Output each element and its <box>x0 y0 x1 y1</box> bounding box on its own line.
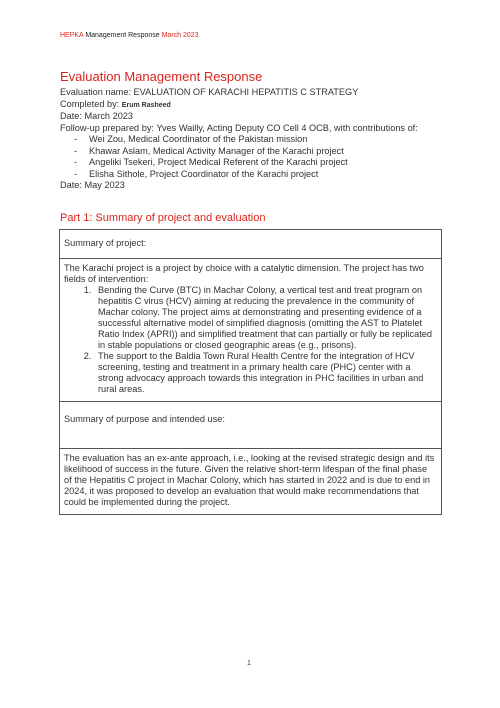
page-number: 1 <box>247 660 251 667</box>
intervention-item: 2. The support to the Baldia Town Rural Health Centre for the integration of HCV screening, testing and treatment in a primary health care (PHC) center with a strong advocacy approach towards this integration in PHC facilities in urban and rural areas. <box>94 351 437 395</box>
purpose-summary-label: Summary of purpose and intended use: <box>60 402 442 449</box>
project-summary-intro: The Karachi project is a project by choice with a catalytic dimension. The project has two fields of intervention: <box>64 263 424 284</box>
date-line-2: Date: May 2023 <box>60 180 125 190</box>
contributor-item: - Wei Zou, Medical Coordinator of the Pakistan mission <box>60 134 444 146</box>
followup-line: Follow-up prepared by: Yves Wailly, Acting Deputy CO Cell 4 OCB, with contributions of: <box>60 122 418 133</box>
completed-by-name: Erum Rasheed <box>121 101 171 109</box>
date-line: Date: March 2023 <box>60 111 134 121</box>
completed-by-label: Completed by: <box>60 98 122 109</box>
summary-table <box>59 229 442 515</box>
project-summary-cell <box>60 259 442 402</box>
intervention-list <box>64 285 437 395</box>
contributor-item: - Khawar Aslam, Medical Activity Manager of the Karachi project <box>60 146 444 158</box>
page-header <box>60 32 199 39</box>
contributor-list <box>60 134 444 180</box>
evaluation-name-label: Evaluation name: <box>60 87 134 97</box>
intervention-item: 1. Bending the Curve (BTC) in Machar Colony, a vertical test and treat program on hepatitis C virus (HCV) aiming at reducing the prevalence in the community of Machar colony. The project aims at demonstrating and presenting evidence of a successful alternative model of simplified diagnosis (omitting the AST to Platelet Ratio Index (APRI)) and simplified treatment that can partially or fully be replicated in stable populations or closed geographic areas (e.g., prisons). <box>94 285 437 351</box>
document-meta <box>60 87 444 192</box>
header-org: HEPKA <box>60 32 84 39</box>
contributor-item: - Elisha Sithole, Project Coordinator of the Karachi project <box>60 169 444 181</box>
purpose-summary-text: The evaluation has an ex-ante approach, i.e., looking at the revised strategic design and its likelihood of success in the future. Given the relative short-term lifespan of the final phase of the Hepatitis C project in Machar Colony, which has started in 2022 and is due to end in 2024, it was proposed to develop an evaluation that would make recommendations that could be implemented during the project. <box>64 453 435 507</box>
purpose-summary-cell <box>60 449 442 515</box>
contributor-item: - Angeliki Tsekeri, Project Medical Referent of the Karachi project <box>60 157 444 169</box>
project-summary-label: Summary of project: <box>60 230 442 259</box>
evaluation-name: EVALUATION OF KARACHI HEPATITIS C STRATEGY <box>133 87 359 97</box>
completed-by-line <box>60 99 444 112</box>
page-title: Evaluation Management Response <box>60 69 263 84</box>
part1-heading: Part 1: Summary of project and evaluation <box>60 212 266 224</box>
evaluation-name-line <box>60 87 444 99</box>
header-doc: Management Response <box>85 32 160 39</box>
header-date: March 2023 <box>161 32 199 39</box>
